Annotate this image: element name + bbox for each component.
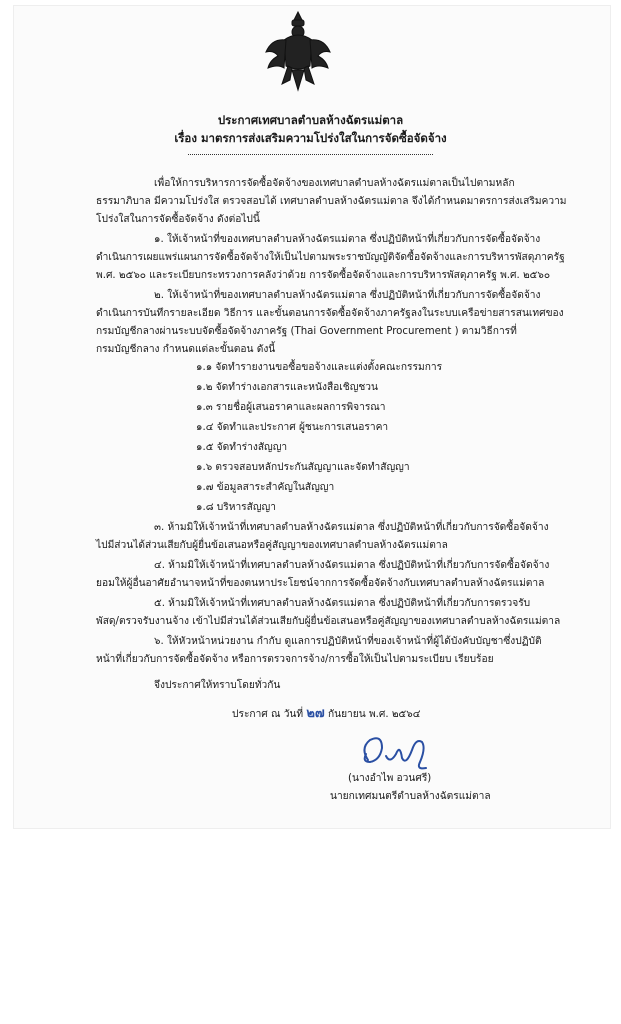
item5-line-2: พัสดุ/ตรวจรับงานจ้าง เข้าไปมีส่วนได้ส่วนเสียกับผู้ยื่นข้อเสนอหรือคู่สัญญาของเทศบาลตำบลห้างฉัตรแม่ตาล [96, 616, 561, 627]
date-day: ๒๗ [306, 706, 325, 721]
announcement-date [232, 707, 420, 722]
signature-image [356, 730, 436, 774]
subitem: ๑.๖ ตรวจสอบหลักประกันสัญญาและจัดทำสัญญา [196, 462, 410, 473]
item4-line-1: ๔. ห้ามมิให้เจ้าหน้าที่เทศบาลตำบลห้างฉัตรแม่ตาล ซึ่งปฏิบัติหน้าที่เกี่ยวกับการจัดซื้อจัดจ้าง [154, 560, 550, 571]
subitem: ๑.๔ จัดทำและประกาศ ผู้ชนะการเสนอราคา [196, 422, 389, 433]
subitem: ๑.๕ จัดทำร่างสัญญา [196, 442, 288, 453]
item6-line-2: หน้าที่เกี่ยวกับการจัดซื้อจัดจ้าง หรือการตรวจการจ้าง/การซื้อให้เป็นไปตามระเบียบ เรียบร้อย [96, 654, 494, 665]
subitem: ๑.๑ จัดทำรายงานขอซื้อขอจ้างและแต่งตั้งคณะกรรมการ [196, 362, 443, 373]
item1-line-1: ๑. ให้เจ้าหน้าที่ของเทศบาลตำบลห้างฉัตรแม่ตาล ซึ่งปฏิบัติหน้าที่เกี่ยวกับการจัดซื้อจัดจ้าง [154, 234, 541, 245]
item6-line-1: ๖. ให้หัวหน้าหน่วยงาน กำกับ ดูแลการปฏิบัติหน้าที่ของเจ้าหน้าที่ผู้ได้บังคับบัญชาซึ่งปฏิบัติ [154, 636, 542, 647]
subitem: ๑.๓ รายชื่อผู้เสนอราคาและผลการพิจารณา [196, 402, 386, 413]
document-subject: เรื่อง มาตรการส่งเสริมความโปร่งใสในการจัดซื้อจัดจ้าง [174, 131, 447, 145]
date-suffix: กันยายน พ.ศ. ๒๕๖๔ [327, 709, 421, 720]
item2-line-1: ๒. ให้เจ้าหน้าที่ของเทศบาลตำบลห้างฉัตรแม่ตาล ซึ่งปฏิบัติหน้าที่เกี่ยวกับการจัดซื้อจัดจ้าง [154, 290, 541, 301]
title-divider [188, 154, 433, 155]
item1-line-3: พ.ศ. ๒๕๖๐ และระเบียบกระทรวงการคลังว่าด้วย การจัดซื้อจัดจ้างและการบริหารพัสดุภาครัฐ พ.ศ. ๒๕๖๐ [96, 270, 551, 281]
closing-text: จึงประกาศให้ทราบโดยทั่วกัน [154, 680, 281, 691]
date-prefix: ประกาศ ณ วันที่ [232, 709, 304, 720]
intro-line-2: ธรรมาภิบาล มีความโปร่งใส ตรวจสอบได้ เทศบาลตำบลห้างฉัตรแม่ตาล จึงได้กำหนดมาตรการส่งเสริมความ [96, 196, 567, 207]
item2-line-2: ดำเนินการบันทึกรายละเอียด วิธีการ และขั้นตอนการจัดซื้อจัดจ้างภาครัฐลงในระบบเครือข่ายสารสนเทศของ [96, 308, 564, 319]
item3-line-2: ไปมีส่วนได้ส่วนเสียกับผู้ยื่นข้อเสนอหรือคู่สัญญาของเทศบาลตำบลห้างฉัตรแม่ตาล [96, 540, 448, 551]
garuda-emblem-icon [264, 10, 332, 92]
item2-line-3: กรมบัญชีกลางผ่านระบบจัดซื้อจัดจ้างภาครัฐ (Thai Government Procurement ) ตามวิธีการที่ [96, 326, 517, 337]
item1-line-2: ดำเนินการเผยแพร่แผนการจัดซื้อจัดจ้างให้เป็นไปตามพระราชบัญญัติจัดซื้อจัดจ้างและการบริหารพัสดุภาครัฐ [96, 252, 565, 263]
item2-line-4: กรมบัญชีกลาง กำหนดแต่ละขั้นตอน ดังนี้ [96, 344, 276, 355]
subitem: ๑.๘ บริหารสัญญา [196, 502, 276, 513]
signatory-position: นายกเทศมนตรีตำบลห้างฉัตรแม่ตาล [330, 791, 491, 802]
signatory-name: (นางอำไพ อวนศรี) [348, 773, 432, 784]
item4-line-2: ยอมให้ผู้อื่นอาศัยอำนาจหน้าที่ของตนหาประโยชน์จากการจัดซื้อจัดจ้างกับเทศบาลตำบลห้างฉัตรแม่ตาล [96, 578, 545, 589]
item3-line-1: ๓. ห้ามมิให้เจ้าหน้าที่เทศบาลตำบลห้างฉัตรแม่ตาล ซึ่งปฏิบัติหน้าที่เกี่ยวกับการจัดซื้อจัดจ้าง [154, 522, 549, 533]
intro-line-1: เพื่อให้การบริหารการจัดซื้อจัดจ้างของเทศบาลตำบลห้างฉัตรแม่ตาลเป็นไปตามหลัก [154, 178, 515, 189]
subitem: ๑.๒ จัดทำร่างเอกสารและหนังสือเชิญชวน [196, 382, 378, 393]
item5-line-1: ๕. ห้ามมิให้เจ้าหน้าที่เทศบาลตำบลห้างฉัตรแม่ตาล ซึ่งปฏิบัติหน้าที่เกี่ยวกับการตรวจรับ [154, 598, 531, 609]
intro-line-3: โปร่งใสในการจัดซื้อจัดจ้าง ดังต่อไปนี้ [96, 214, 260, 225]
subitem: ๑.๗ ข้อมูลสาระสำคัญในสัญญา [196, 482, 335, 493]
document-title: ประกาศเทศบาลตำบลห้างฉัตรแม่ตาล [217, 113, 404, 127]
